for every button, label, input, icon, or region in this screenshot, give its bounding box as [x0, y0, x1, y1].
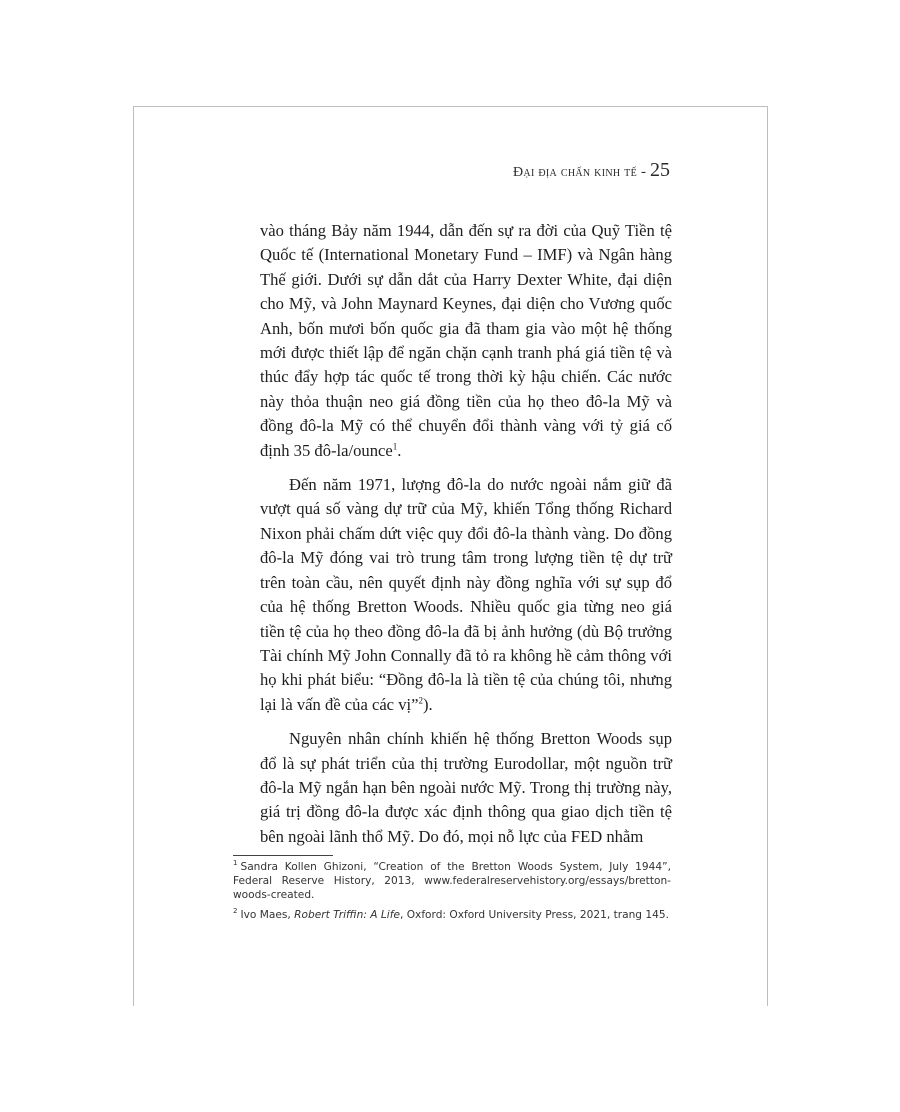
footnote-mark: 1	[233, 859, 238, 868]
paragraph-2	[260, 473, 672, 717]
paragraph-text: Đến năm 1971, lượng đô-la do nước ngoài nắm giữ đã vượt quá số vàng dự trữ của Mỹ, khiến Tổng thống Richard Nixon phải chấm dứt việc quy đổi đô-la thành vàng. Do đồng đô-la Mỹ đóng vai trò trung tâm trong lượng tiền tệ dự trữ trên toàn cầu, nên quyết định này đồng nghĩa với sự sụp đổ của hệ thống Bretton Woods. Nhiều quốc gia từng neo giá tiền tệ của họ theo đồng đô-la đã bị ảnh hưởng (dù Bộ trưởng Tài chính Mỹ John Connally đã tỏ ra không hề cảm thông với họ khi phát biểu: “Đồng đô-la là tiền tệ của chúng tôi, nhưng lại là vấn đề của các vị”	[260, 475, 672, 714]
footnote-2	[233, 908, 671, 922]
footnote-book-title: Robert Triffin: A Life	[294, 908, 400, 921]
running-header-separator: -	[641, 164, 646, 180]
book-page	[133, 106, 768, 1006]
footnote-text: Ivo Maes,	[240, 908, 295, 921]
footnotes	[233, 860, 671, 927]
running-header-title: Đại địa chấn kinh tế	[513, 165, 637, 180]
paragraph-text: Nguyên nhân chính khiến hệ thống Bretton Woods sụp đổ là sự phát triển của thị trường Eurodollar, một nguồn trữ đô-la Mỹ ngắn hạn bên ngoài nước Mỹ. Trong thị trường này, giá trị đồng đô-la được xác định thông qua giao dịch tiền tệ bên ngoài lãnh thổ Mỹ. Do đó, mọi nỗ lực của FED nhằm	[260, 729, 672, 846]
footnote-ref: 1	[392, 441, 398, 452]
paragraph-tail: .	[397, 440, 402, 460]
paragraph-1	[260, 219, 672, 463]
paragraph-3	[260, 727, 672, 849]
footnote-mark: 2	[233, 907, 238, 916]
body-text	[260, 219, 672, 849]
footnote-1	[233, 860, 671, 903]
footnote-text-after: , Oxford: Oxford University Press, 2021, trang 145.	[399, 908, 669, 921]
footnote-divider	[233, 855, 333, 856]
running-header	[513, 159, 670, 182]
paragraph-text: vào tháng Bảy năm 1944, dẫn đến sự ra đời của Quỹ Tiền tệ Quốc tế (International Monetary Fund – IMF) và Ngân hàng Thế giới. Dưới sự dẫn dắt của Harry Dexter White, đại diện cho Mỹ, và John Maynard Keynes, đại diện cho Vương quốc Anh, bốn mươi bốn quốc gia đã tham gia vào một hệ thống mới được thiết lập để ngăn chặn cạnh tranh phá giá tiền tệ và thúc đẩy hợp tác quốc tế trong thời kỳ hậu chiến. Các nước này thỏa thuận neo giá đồng tiền của họ theo đô-la Mỹ và đồng đô-la Mỹ có thể chuyển đổi thành vàng với tỷ giá cố định 35 đô-la/ounce	[260, 221, 672, 460]
paragraph-tail: ).	[422, 694, 433, 714]
page-number: 25	[650, 159, 670, 181]
footnote-ref: 2	[418, 695, 423, 706]
footnote-text: Sandra Kollen Ghizoni, “Creation of the Bretton Woods System, July 1944”, Federal Reserve History, 2013, www.federalreservehistory.org/essays/bretton-woods-created.	[233, 861, 671, 902]
